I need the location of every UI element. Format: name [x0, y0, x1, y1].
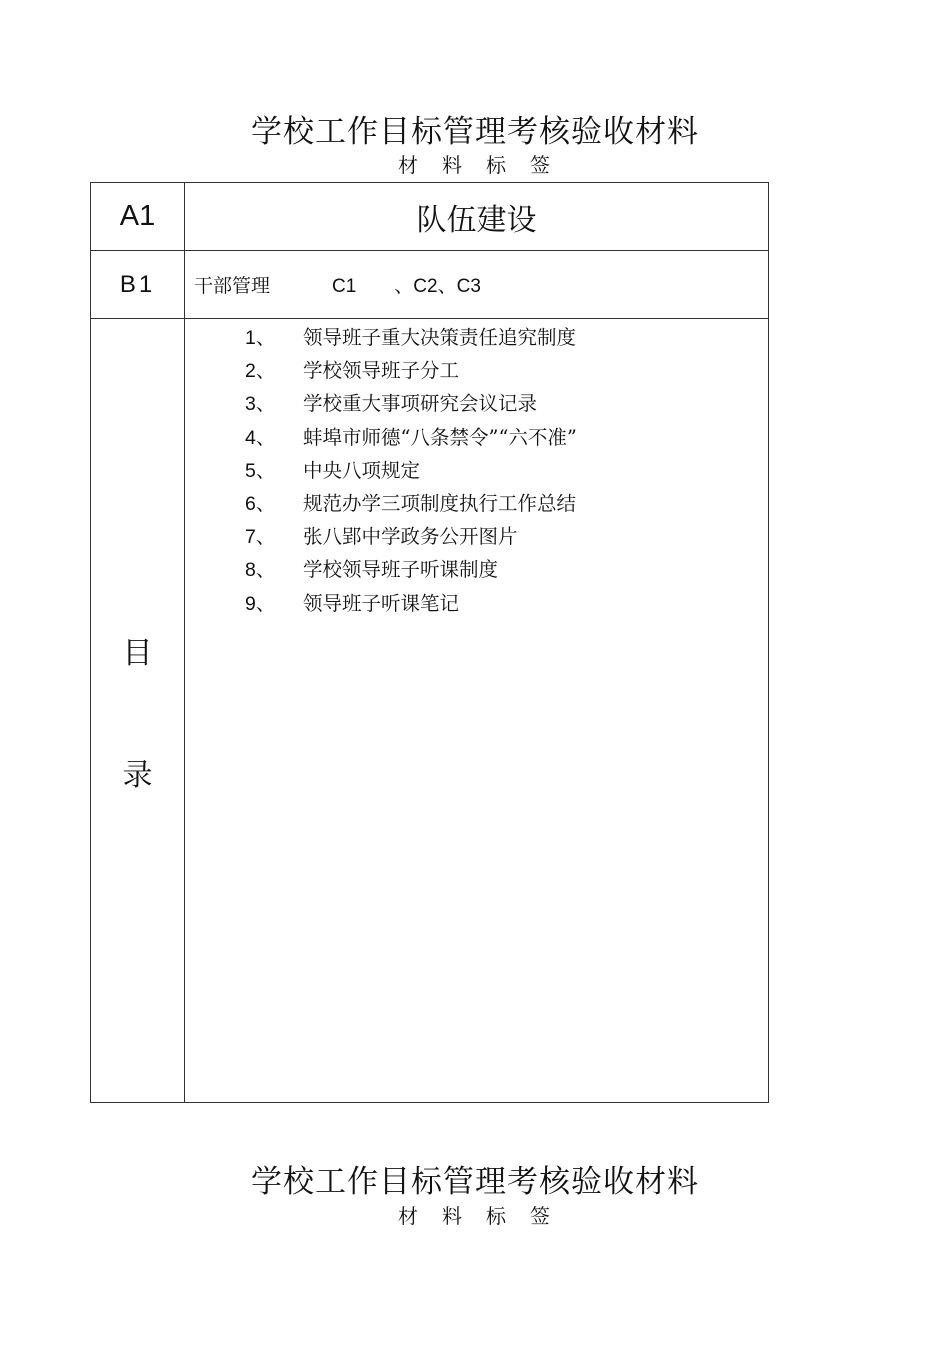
toc-item-text: 蚌埠市师德“八条禁令”“六不准”	[303, 425, 577, 449]
category-b-codes: C1 、C2、C3	[332, 276, 481, 297]
toc-item-number: 4、	[245, 426, 276, 449]
page-title: 学校工作目标管理考核验收材料	[251, 114, 699, 150]
table-row-toc	[91, 319, 769, 1103]
toc-item-number: 3、	[245, 393, 276, 416]
toc-item-text: 领导班子重大决策责任追究制度	[303, 326, 577, 349]
list-item	[245, 587, 577, 620]
category-a-title: 队伍建设	[185, 183, 769, 251]
label-table	[90, 182, 769, 1103]
list-item	[245, 354, 577, 387]
toc-item-text: 规范办学三项制度执行工作总结	[303, 491, 577, 515]
toc-heading-top: 目	[122, 635, 153, 671]
table-row-b	[91, 251, 769, 319]
toc-heading-bottom: 录	[122, 757, 153, 793]
list-item	[245, 454, 577, 487]
category-b-code: B1	[91, 251, 185, 319]
list-item	[245, 520, 577, 553]
toc-cell	[185, 319, 769, 1103]
toc-item-number: 8、	[245, 559, 276, 582]
table-row-a	[91, 183, 769, 251]
list-item	[245, 553, 577, 586]
toc-item-text: 张八郢中学政务公开图片	[303, 525, 518, 549]
toc-item-text: 学校领导班子分工	[303, 359, 460, 383]
list-item	[245, 487, 577, 520]
toc-item-text: 学校重大事项研究会议记录	[303, 392, 538, 416]
toc-item-number: 7、	[245, 526, 276, 549]
toc-item-number: 2、	[245, 360, 276, 383]
toc-item-text: 中央八项规定	[303, 458, 421, 482]
toc-item-number: 5、	[245, 459, 276, 482]
toc-list	[245, 321, 577, 620]
list-item	[245, 421, 577, 454]
category-a-code: A1	[91, 183, 185, 251]
category-b-name: 干部管理	[194, 275, 271, 297]
list-item	[245, 321, 577, 354]
toc-heading	[91, 319, 185, 1103]
category-b-cell	[185, 251, 769, 319]
list-item	[245, 387, 577, 420]
page-subtitle: 材 料 标 签	[398, 153, 552, 177]
toc-item-text: 领导班子听课笔记	[303, 591, 460, 615]
next-page-subtitle: 材 料 标 签	[398, 1204, 552, 1228]
next-page-title: 学校工作目标管理考核验收材料	[251, 1164, 699, 1200]
toc-item-number: 6、	[245, 492, 276, 515]
toc-item-number: 9、	[245, 592, 276, 615]
toc-item-text: 学校领导班子听课制度	[303, 558, 499, 582]
toc-item-number: 1、	[245, 327, 276, 349]
